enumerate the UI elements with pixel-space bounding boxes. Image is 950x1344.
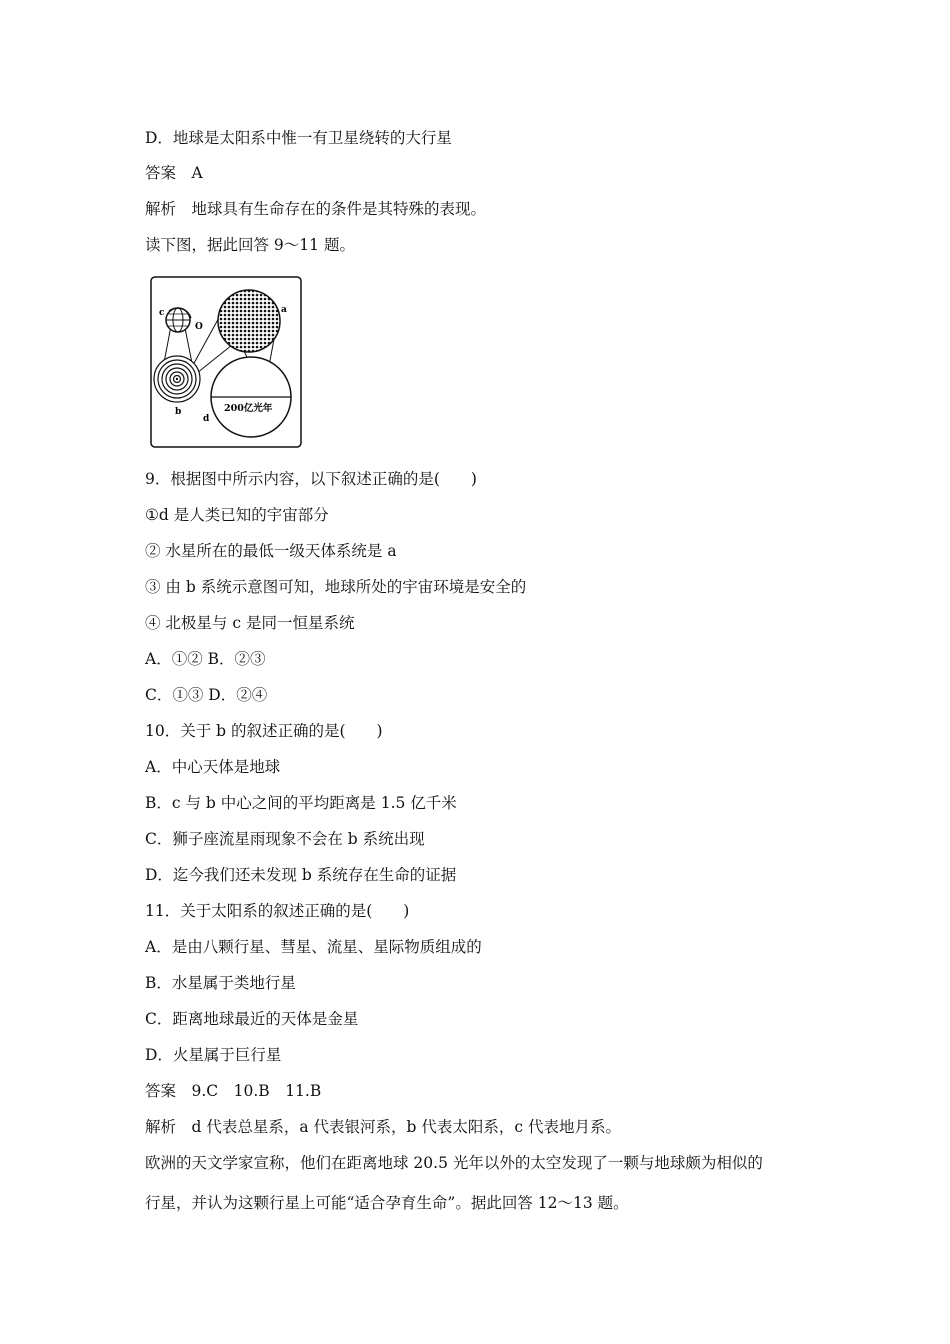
label-a: a [281, 305, 287, 315]
question-10-option-c: C．狮子座流星雨现象不会在 b 系统出现 [145, 830, 425, 848]
read-figure-instruction: 读下图，据此回答 9～11 题。 [145, 236, 355, 254]
label-d: d [203, 414, 210, 424]
galaxy-circle-a [218, 290, 280, 352]
question-11-option-c: C．距离地球最近的天体是金星 [145, 1010, 359, 1028]
question-11-stem: 11．关于太阳系的叙述正确的是( ) [145, 902, 410, 920]
passage-line-2: 行星，并认为这颗行星上可能“适合孕育生命”。据此回答 12～13 题。 [145, 1194, 629, 1212]
answer-9-11: 答案 9.C 10.B 11.B [145, 1082, 322, 1100]
question-10-option-a: A．中心天体是地球 [145, 758, 281, 776]
scale-label: 200亿光年 [224, 403, 273, 414]
question-9-options-cd: C．①③ D．②④ [145, 686, 268, 704]
label-o: O [195, 322, 203, 332]
answer-line: 答案 A [145, 164, 203, 182]
statement-4: ④ 北极星与 c 是同一恒星系统 [145, 614, 355, 632]
cosmic-hierarchy-diagram [147, 273, 305, 451]
question-9-options-ab: A．①② B．②③ [145, 650, 266, 668]
question-11-option-a: A．是由八颗行星、彗星、流星、星际物质组成的 [145, 938, 482, 956]
label-b: b [175, 407, 182, 417]
option-d-line: D．地球是太阳系中惟一有卫星绕转的大行星 [145, 129, 452, 147]
label-c: c [159, 308, 165, 318]
analysis-line: 解析 地球具有生命存在的条件是其特殊的表现。 [145, 200, 487, 218]
statement-3: ③ 由 b 系统示意图可知，地球所处的宇宙环境是安全的 [145, 578, 527, 596]
question-10-stem: 10．关于 b 的叙述正确的是( ) [145, 722, 383, 740]
cosmic-hierarchy-figure [147, 273, 305, 451]
question-9-stem: 9．根据图中所示内容，以下叙述正确的是( ) [145, 470, 477, 488]
question-11-option-d: D．火星属于巨行星 [145, 1046, 282, 1064]
solar-system-rings-b [154, 356, 200, 402]
question-11-option-b: B．水星属于类地行星 [145, 974, 296, 992]
passage-line-1: 欧洲的天文学家宣称，他们在距离地球 20.5 光年以外的太空发现了一颗与地球颇为相似的 [145, 1154, 763, 1172]
question-10-option-b: B．c 与 b 中心之间的平均距离是 1.5 亿千米 [145, 794, 457, 812]
analysis-9-11: 解析 d 代表总星系，a 代表银河系，b 代表太阳系，c 代表地月系。 [145, 1118, 621, 1136]
question-10-option-d: D．迄今我们还未发现 b 系统存在生命的证据 [145, 866, 457, 884]
statement-2: ② 水星所在的最低一级天体系统是 a [145, 542, 397, 560]
statement-1: ①d 是人类已知的宇宙部分 [145, 506, 329, 524]
